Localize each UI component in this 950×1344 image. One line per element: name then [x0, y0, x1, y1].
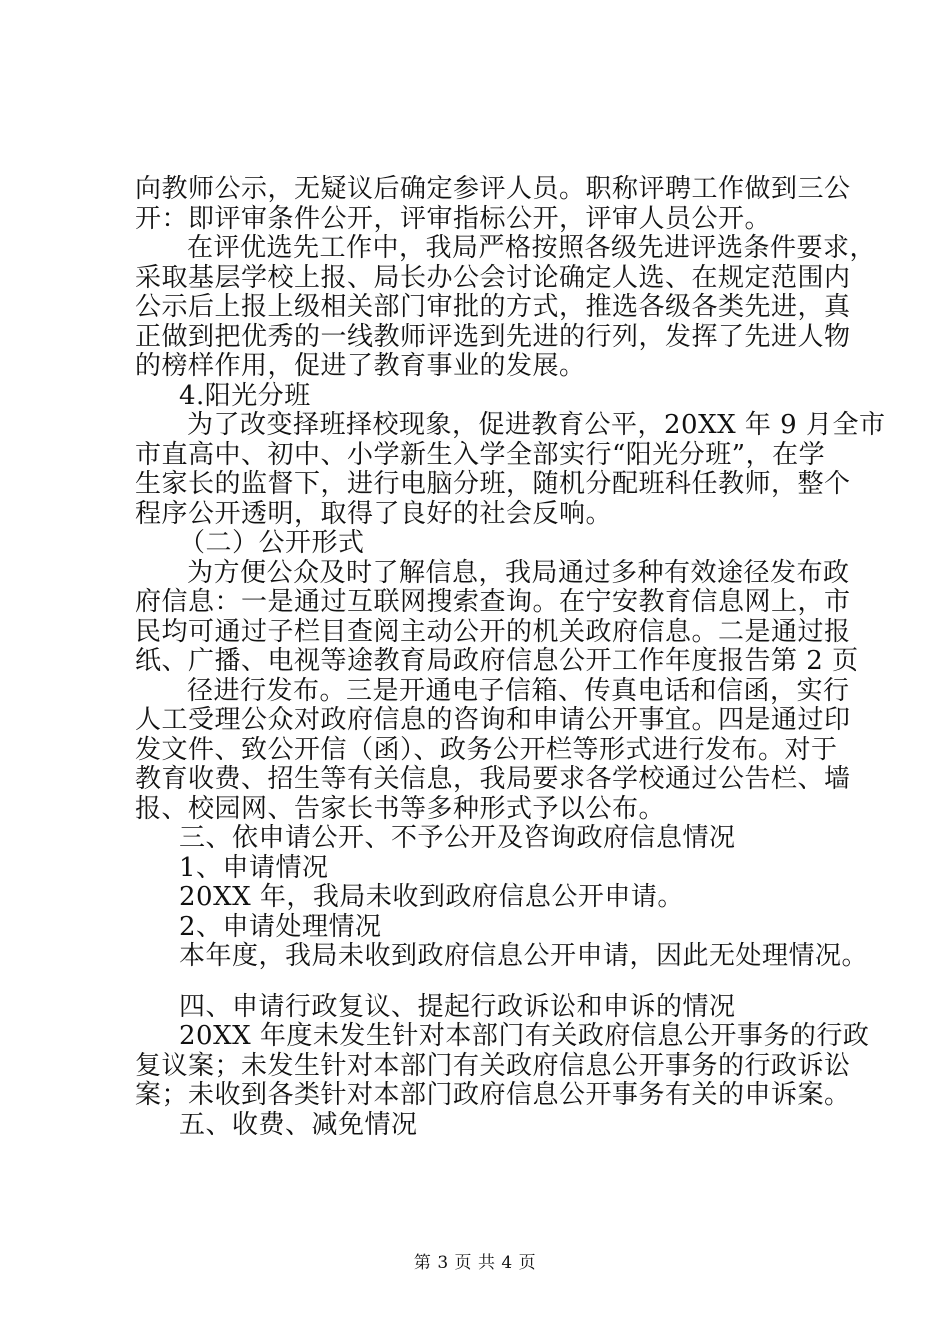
text-line: 在评优选先工作中，我局严格按照各级先进评选条件要求，	[187, 233, 877, 263]
text-line: 程序公开透明，取得了良好的社会反响。	[135, 498, 613, 529]
text-line: 案；未收到各类针对本部门政府信息公开事务有关的申诉案。	[135, 1080, 851, 1110]
text-line: 市直高中、初中、小学新生入学全部实行“阳光分班”，在学	[135, 439, 826, 470]
text-line: 公示后上报上级相关部门审批的方式，推选各级各类先进，真	[135, 292, 851, 322]
text-line: 径进行发布。三是开通电子信箱、传真电话和信函，实行	[187, 675, 850, 706]
section-heading: 4.阳光分班	[179, 380, 311, 411]
text-line: 发文件、致公开信（函）、政务公开栏等形式进行发布。对于	[135, 734, 838, 765]
text-line: 的榜样作用，促进了教育事业的发展。	[135, 351, 586, 381]
section-heading: 三、依申请公开、不予公开及咨询政府信息情况	[179, 823, 736, 853]
text-line: 生家长的监督下，进行电脑分班，随机分配班科任教师，整个	[135, 469, 851, 499]
document-body	[135, 174, 886, 1140]
text-line: 为了改变择班择校现象，促进教育公平，20XX 年 9 月全市	[187, 410, 886, 440]
section-heading: 2、申请处理情况	[179, 911, 382, 942]
section-heading: 五、收费、减免情况	[179, 1109, 418, 1140]
text-line: 府信息：一是通过互联网搜索查询。在宁安教育信息网上，市	[135, 587, 851, 617]
section-heading: 1、申请情况	[179, 852, 329, 883]
text-line: 向教师公示，无疑议后确定参评人员。职称评聘工作做到三公	[135, 174, 851, 204]
text-line: 人工受理公众对政府信息的咨询和申请公开事宜。四是通过印	[135, 705, 851, 735]
text-line: 开：即评审条件公开，评审指标公开，评审人员公开。	[135, 203, 772, 234]
text-line: 采取基层学校上报、局长办公会讨论确定人选、在规定范围内	[135, 262, 851, 293]
text-line: 本年度，我局未收到政府信息公开申请，因此无处理情况。	[179, 941, 869, 971]
text-line: 教育收费、招生等有关信息，我局要求各学校通过公告栏、墙	[135, 764, 851, 794]
text-line: 民均可通过子栏目查阅主动公开的机关政府信息。二是通过报	[135, 616, 851, 647]
section-heading: 四、申请行政复议、提起行政诉讼和申诉的情况	[179, 991, 736, 1022]
section-heading: （二）公开形式	[179, 528, 365, 558]
text-line: 纸、广播、电视等途教育局政府信息公开工作年度报告第 2 页	[135, 646, 859, 676]
page-footer: 第 3 页 共 4 页	[413, 1253, 537, 1273]
text-line: 20XX 年，我局未收到政府信息公开申请。	[179, 882, 684, 912]
text-line: 20XX 年度未发生针对本部门有关政府信息公开事务的行政	[179, 1021, 870, 1051]
paragraph-gap	[135, 972, 840, 993]
text-line: 正做到把优秀的一线教师评选到先进的行列，发挥了先进人物	[135, 321, 851, 352]
text-line: 复议案；未发生针对本部门有关政府信息公开事务的行政诉讼	[135, 1050, 851, 1081]
text-line: 报、校园网、告家长书等多种形式予以公布。	[135, 793, 666, 824]
text-line: 为方便公众及时了解信息，我局通过多种有效途径发布政	[187, 557, 850, 588]
